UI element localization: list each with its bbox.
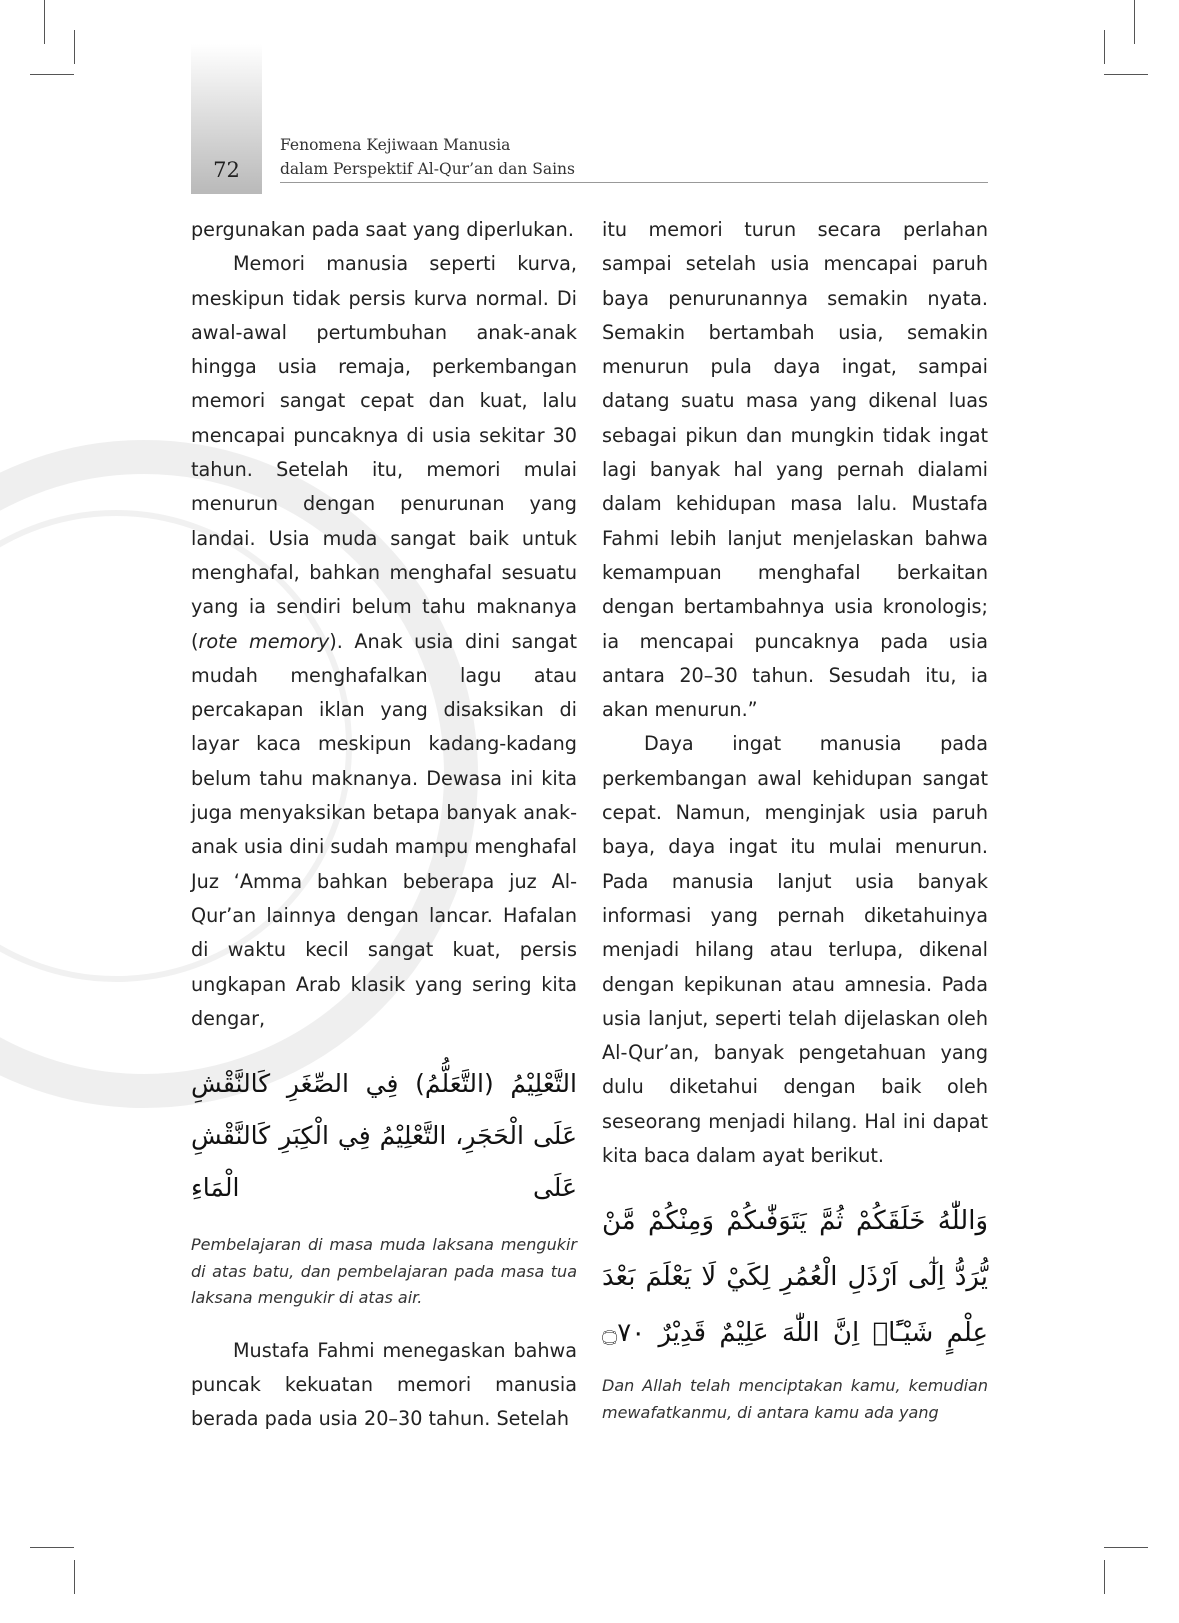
header-rule [280, 182, 988, 183]
crop-mark [44, 0, 45, 44]
italic-term: rote memory [198, 629, 330, 653]
saying-translation: Pembelajaran di masa muda laksana mengukir di atas batu, dan pembelajaran pada masa tua laksana mengukir di atas air. [191, 1235, 577, 1308]
running-head-line1: Fenomena Kejiwaan Manusia [280, 136, 511, 154]
crop-mark [30, 74, 74, 75]
page-number: 72 [213, 158, 240, 182]
crop-mark [1104, 1547, 1148, 1548]
paragraph: pergunakan pada saat yang diperlukan. [191, 218, 574, 241]
crop-mark [30, 1547, 74, 1548]
arabic-saying: التَّعْلِيْمُ (التَّعَلُّمُ) فِي الصِّغَرِ كَالنَّقْشِ عَلَى الْحَجَرِ، التَّعْلِيْمُ فِي الْكِبَرِ كَالنَّقْشِ عَلَى الْمَاءِ [191, 1069, 577, 1203]
paragraph: itu memori turun secara perlahan sampai setelah usia mencapai paruh baya penurunannya semakin nyata. Semakin bertambah usia, semakin menurun pula daya ingat, sampai datang suatu masa yang dikenal luas sebagai pikun dan mungkin tidak ingat lagi banyak hal yang pernah dialami dalam kehidupan masa lalu. Mustafa Fahmi lebih lanjut menjelaskan bahwa kemampuan menghafal berkaitan dengan bertambahnya usia kronologis; ia mencapai puncaknya pada usia antara 20–30 tahun. Sesudah itu, ia akan menurun.” [602, 218, 988, 722]
crop-mark [1104, 74, 1148, 75]
crop-mark [1104, 30, 1105, 64]
quran-verse: وَاللّٰهُ خَلَقَكُمْ ثُمَّ يَتَوَفّٰىكُمْ وَمِنْكُمْ مَّنْ يُّرَدُّ اِلٰٓى اَرْذَلِ الْعُمُرِ لِكَيْ لَا يَعْلَمَ بَعْدَ عِلْمٍ شَيْـًٔاۗ اِنَّ اللّٰهَ عَلِيْمٌ قَدِيْرٌ ۝٧٠ [602, 1206, 988, 1349]
verse-translation: Dan Allah telah menciptakan kamu, kemudian mewafatkanmu, di antara kamu ada yang [602, 1376, 988, 1422]
paragraph [191, 247, 577, 1036]
paragraph-text: ). Anak usia dini sangat mudah menghafalkan lagu atau percakapan iklan yang disaksikan di layar kaca meskipun kadang-kadang belum tahu maknanya. Dewasa ini kita juga menyaksikan betapa banyak anak-anak usia dini sudah mampu menghafal Juz ‘Amma bahkan beberapa juz Al-Qur’an lainnya dengan lancar. Hafalan di waktu kecil sangat kuat, persis ungkapan Arab klasik yang sering kita dengar, [191, 629, 577, 1030]
crop-mark [74, 1560, 75, 1594]
crop-mark [1134, 0, 1135, 44]
left-column [191, 213, 577, 1437]
crop-mark [74, 30, 75, 64]
paragraph-text: Memori manusia seperti kurva, meskipun tidak persis kurva normal. Di awal-awal pertumbuhan anak-anak hingga usia remaja, perkembangan memori sangat cepat dan kuat, lalu mencapai puncaknya di usia sekitar 30 tahun. Setelah itu, memori mulai menurun dengan penurunan yang landai. Usia muda sangat baik untuk menghafal, bahkan menghafal sesuatu yang ia sendiri belum tahu maknanya ( [191, 252, 577, 653]
paragraph: Mustafa Fahmi menegaskan bahwa puncak kekuatan memori manusia berada pada usia 20–30 tahun. Setelah [191, 1338, 577, 1431]
paragraph: Daya ingat manusia pada perkembangan awal kehidupan sangat cepat. Namun, menginjak usia paruh baya, daya ingat itu mulai menurun. Pada manusia lanjut usia banyak informasi yang pernah diketahuinya menjadi hilang atau terlupa, dikenal dengan kepikunan atau amnesia. Pada usia lanjut, seperti telah dijelaskan oleh Al-Qur’an, banyak pengetahuan yang dulu diketahui dengan baik oleh seseorang menjadi hilang. Hal ini dapat kita baca dalam ayat berikut. [602, 732, 988, 1168]
crop-mark [1104, 1560, 1105, 1594]
right-column [602, 213, 988, 1448]
running-head-line2: dalam Perspektif Al-Qur’an dan Sains [280, 160, 575, 178]
running-head [280, 133, 575, 181]
